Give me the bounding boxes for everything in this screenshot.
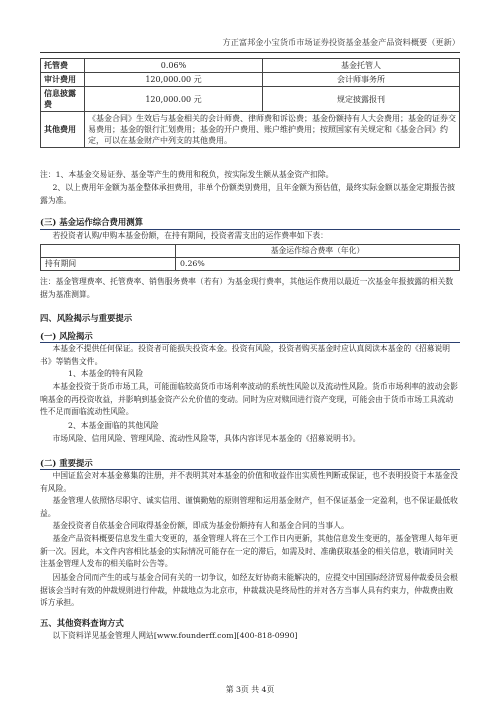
section-3-note: 注：基金管理费率、托管费率、销售服务费率（若有）为基金现行费率，其他运作费用以最近一次基金年报披露的相关数据为基准测算。 — [40, 277, 454, 299]
table-row — [41, 59, 460, 73]
fee-label: 信息披露费 — [41, 87, 85, 112]
risk-2-title: 2、本基金面临的其他风险 — [68, 421, 159, 430]
notice-para-4: 基金产品资料概要信息发生重大变更的，基金管理人将在三个工作日内更新，其他信息发生变更的，基金管理人每年更新一次。因此，本文件内容相比基金的实际情况可能存在一定的滞后，如需及时、准确获取基金的相关信息，敬请同时关注基金管理人发布的相关临时公告等。 — [40, 534, 458, 568]
fee-payee: 会计师事务所 — [263, 73, 460, 87]
row-label: 持有期间 — [41, 258, 176, 271]
fee-value: 120,000.00 元 — [85, 73, 263, 87]
column-header: 基金运作综合费率（年化） — [176, 245, 460, 258]
risk-title: (一) 风险揭示 — [40, 331, 93, 341]
fee-other-text: 《基金合同》生效后与基金相关的会计师费、律师费和诉讼费；基金份额持有人大会费用；基金的证券交易费用；基金的银行汇划费用；基金的开户费用、账户维护费用；按照国家有关规定和《基金合同》约定，可以在基金财产中列支的其他费用。 — [85, 112, 460, 148]
risk-2-text: 市场风险、信用风险、管理风险、流动性风险等，具体内容详见本基金的《招募说明书》。 — [52, 434, 361, 443]
notice-para-1: 中国证监会对本基金募集的注册，并不表明其对本基金的价值和收益作出实质性判断或保证，也不表明投资于本基金没有风险。 — [40, 471, 458, 493]
notice-title: (二) 重要提示 — [40, 458, 93, 468]
notice-para-3: 基金投资者自依基金合同取得基金份额，即成为基金份额持有人和基金合同的当事人。 — [52, 521, 349, 530]
fee-note-2: 2、以上费用年金额为基金整体承担费用，非单个份额类别费用，且年金额为预估值，最终实际金额以基金定期报告披露为准。 — [40, 183, 456, 205]
risk-intro: 本基金不提供任何保证。投资者可能损失投资本金。投资有风险，投资者购买基金时应认真阅读本基金的《招募说明书》等销售文件。 — [40, 344, 451, 366]
fee-value: 120,000.00 元 — [85, 87, 263, 112]
notice-para-5: 因基金合同而产生的或与基金合同有关的一切争议，如经友好协商未能解决的，应提交中国国际经济贸易仲裁委员会根据该会当时有效的仲裁规则进行仲裁，仲裁地点为北京市，仲裁裁决是终局性的并对各方当事人具有约束力，仲裁费由败诉方承担。 — [40, 573, 458, 607]
operating-fee-table — [40, 244, 460, 271]
fee-payee: 基金托管人 — [263, 59, 460, 73]
section-3-title: (三) 基金运作综合费用测算 — [40, 217, 143, 227]
page-number: 第 3页 共 4页 — [225, 685, 275, 694]
risk-1-text: 本基金投资于货币市场工具，可能面临较高货币市场利率波动的系统性风险以及流动性风险。货币市场利率的波动会影响基金的再投资收益，并影响到基金资产公允价值的变动。同时为应对赎回进行资产变现，可能会由于货币市场工具流动性不足而面临流动性风险。 — [40, 382, 458, 416]
table-row — [41, 258, 460, 271]
fee-payee: 规定披露报刊 — [263, 87, 460, 112]
section-5-title: 五、其他资料查询方式 — [40, 618, 124, 628]
section-4-title: 四、风险揭示与重要提示 — [40, 313, 133, 323]
fee-note-1: 注：1、本基金交易证券、基金等产生的费用和税负，按实际发生额从基金资产扣除。 — [40, 170, 334, 179]
fee-label: 其他费用 — [41, 112, 85, 148]
page-header: 方正富邦金小宝货币市场证券投资基金基金产品资料概要（更新） — [40, 32, 460, 53]
fee-label: 托管费 — [41, 59, 85, 73]
section-3-intro: 若投资者认购/申购本基金份额，在持有期间，投资者需支出的运作费率如下表： — [52, 231, 328, 240]
risk-1-title: 1、本基金的特有风险 — [68, 369, 144, 378]
table-row — [41, 73, 460, 87]
fee-label: 审计费用 — [41, 73, 85, 87]
row-value: 0.26% — [176, 258, 460, 271]
notice-para-2: 基金管理人依照恪尽职守、诚实信用、谨慎勤勉的原则管理和运用基金财产，但不保证基金一定盈利，也不保证最低收益。 — [40, 496, 458, 518]
section-5-text: 以下资料详见基金管理人网站[www.founderff.com][400-818-0990] — [52, 631, 298, 640]
table-row — [41, 245, 460, 258]
fee-value: 0.06% — [85, 59, 263, 73]
table-row — [41, 112, 460, 148]
fee-table — [40, 58, 460, 148]
table-row — [41, 87, 460, 112]
